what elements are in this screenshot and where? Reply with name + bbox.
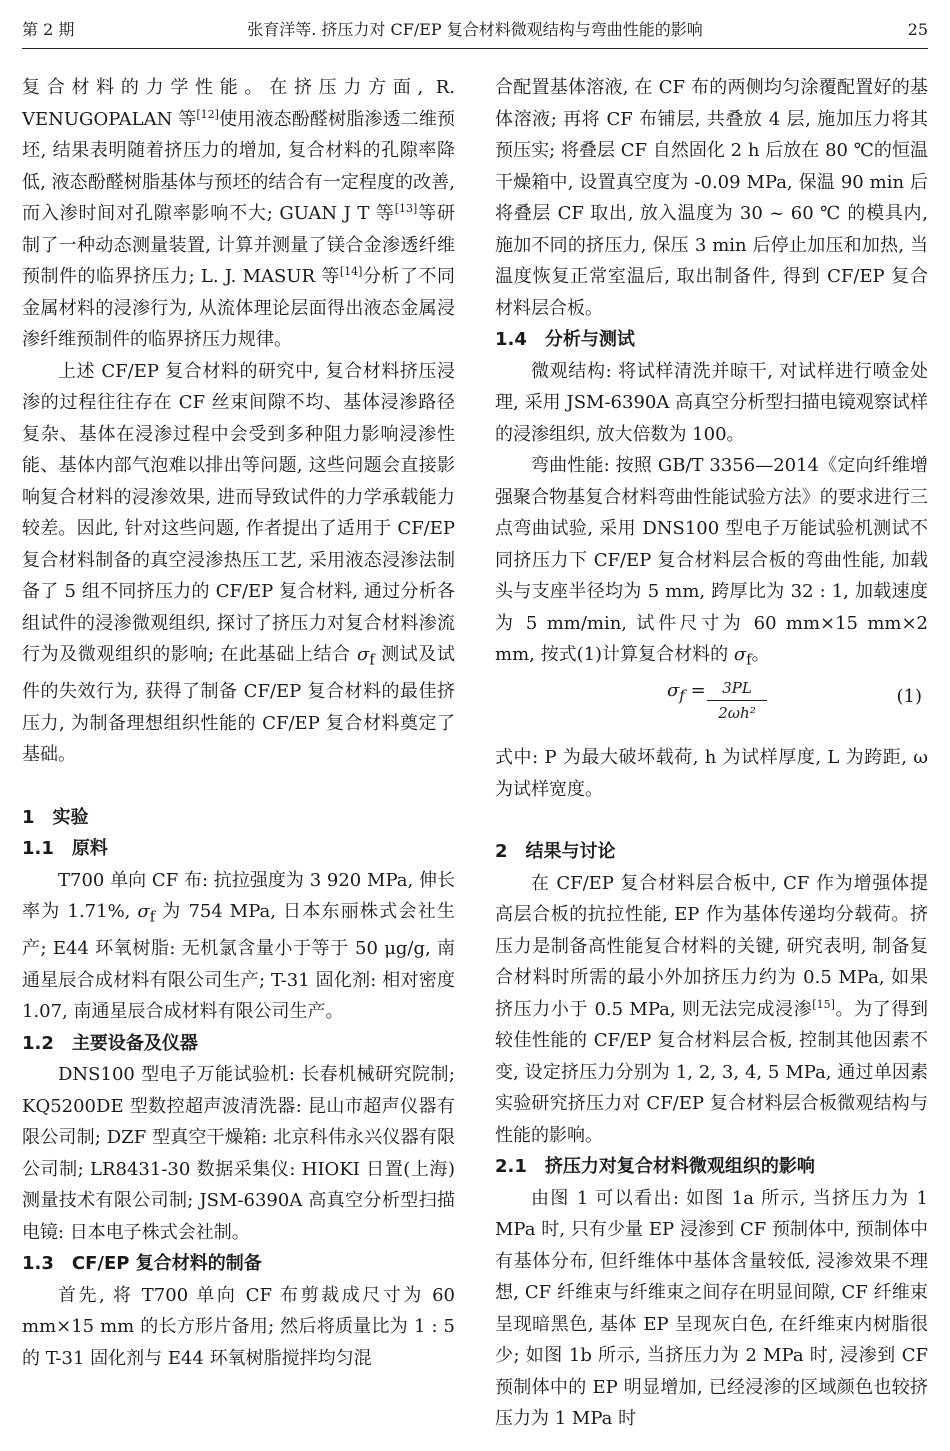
section-heading-experiment: 1 实验 <box>22 806 89 828</box>
paragraph-figure-1-discussion: 由图 1 可以看出: 如图 1a 所示, 当挤压力为 1 MPa 时, 只有少量 EP 浸渗到 CF 预制体中, 预制体中有基体分布, 但纤维体中基体含量较低, 浸渗效果不理想, CF 纤维束与纤维束之间存在明显间隙, CF 纤维束呈现暗黑色, 基体 EP 呈现灰白色, 在纤维束内树脂很少; 如图 1b 所示, 当挤压力为 2 MPa 时, 浸渗到 CF 预制体中的 EP 明显增加, 已经浸渗的区域颜色也较挤压力为 1 MPa 时 <box>495 1187 928 1430</box>
equation-number: (1) <box>896 686 922 708</box>
equation-denominator: 2ωh² <box>718 704 756 723</box>
paragraph-results-intro: 在 CF/EP 复合材料层合板中, CF 作为增强体提高层合板的抗拉性能, EP 作为基体传递均分载荷。挤压力是制备高性能复合材料的关键, 研究表明, 制备复合材料时所需的最小外加挤压力约为 0.5 MPa, 如果挤压力小于 0.5 MPa, 则无法完成浸渗[15]。为了得到较佳性能的 CF/EP 复合材料层合板, 控制其他因素不变, 设定挤压力分别为 1, 2, 3, 4, 5 MPa, 通过单因素实验研究挤压力对 CF/EP 复合材料层合板微观结构与性能的影响。 <box>495 872 928 1146</box>
equation-1: $\sigma_f$ = $\frac{3PL}{\text{2ωh²}}$ (1) <box>495 676 928 742</box>
page-number: 25 <box>907 20 928 39</box>
paragraph-preparation-continued: 合配置基体溶液, 在 CF 布的两侧均匀涂覆配置好的基体溶液; 再将 CF 布铺层, 共叠放 4 层, 施加压力将其预压实; 将叠层 CF 自然固化 2 h 后放在 80 ℃的恒温干燥箱中, 设置真空度为 -0.09 MPa, 保温 90 min 后将叠层 CF 取出, 放入温度为 30 ~ 60 ℃ 的模具内, 施加不同的挤压力, 保压 3 min 后停止加压和加热, 当温度恢复正常室温后, 取出制备件, 得到 CF/EP 复合材料层合板。 <box>495 77 928 319</box>
citation-13[interactable]: [13] <box>394 202 418 215</box>
paragraph-symbol-definitions: 式中: P 为最大破坏载荷, h 为试样厚度, L 为跨距, ω 为试样宽度。 <box>495 747 928 800</box>
running-header <box>22 12 928 49</box>
citation-12[interactable]: [12] <box>196 107 219 121</box>
paragraph-preparation: 首先, 将 T700 单向 CF 布剪裁成尺寸为 60 mm×15 mm 的长方形片备用; 然后将质量比为 1 : 5 的 T-31 固化剂与 E44 环氧树脂搅拌均匀混 <box>22 1284 455 1369</box>
citation-14[interactable]: [14] <box>339 265 363 278</box>
paragraph-materials: T700 单向 CF 布: 抗拉强度为 3 920 MPa, 伸长率为 1.71%, $\sigma_f$ 为 754 MPa, 日本东丽株式会社生产; E44 环氧树脂: 无机氯含量小于等于 50 μg/g, 南通星辰合成材料有限公司生产; T-31 固化剂: 相对密度 1.07, 南通星辰合成材料有限公司生产。 <box>22 869 455 1023</box>
citation-15[interactable]: [15] <box>812 997 835 1011</box>
right-column <box>495 72 928 1435</box>
equation-numerator: 3PL <box>707 676 767 701</box>
paragraph-problem-statement: 上述 CF/EP 复合材料的研究中, 复合材料挤压浸渗的过程往往存在 CF 丝束间隙不均、基体浸渗路径复杂、基体在浸渗过程中会受到多种阻力影响浸渗性能、基体内部气泡难以排出等问题, 这些问题会直接影响复合材料的浸渗效果, 进而导致试件的力学承载能力较差。因此, 针对这些问题, 作者提出了适用于 CF/EP 复合材料制备的真空浸渗热压工艺, 采用液态浸渗法制备了 5 组不同挤压力的 CF/EP 复合材料, 通过分析各组试件的浸渗微观组织, 探讨了挤压力对复合材料渗流行为及微观组织的影响; 在此基础上结合 $\sigma_f$ 测试及试件的失效行为, 获得了制备 CF/EP 复合材料的最佳挤压力, 为制备理想组织性能的 CF/EP 复合材料奠定了基础。 <box>22 360 455 766</box>
paragraph-literature: 复合材料的力学性能。在挤压力方面, R. VENUGOPALAN 等[12]使用液态酚醛树脂渗透二维预坯, 结果表明随着挤压力的增加, 复合材料的孔隙率降低, 液态酚醛树脂基体与预坯的结合有一定程度的改善, 而入渗时间对孔隙率影响不大; GUAN J T 等[13]等研制了一种动态测量装置, 计算并测量了镁合金渗透纤维预制件的临界挤压力; L. J. MASUR 等[14]分析了不同金属材料的浸渗行为, 从流体理论层面得出液态金属浸渗纤维预制件的临界挤压力规律。 <box>22 77 456 350</box>
paragraph-bending-method: 弯曲性能: 按照 GB/T 3356—2014《定向纤维增强聚合物基复合材料弯曲性能试验方法》的要求进行三点弯曲试验, 采用 DNS100 型电子万能试验机测试不同挤压力下 CF/EP 复合材料层合板的弯曲性能, 加载头与支座半径均为 5 mm, 跨厚比为 32 : 1, 加载速度为 5 mm/min, 试件尺寸为 60 mm×15 mm×2 mm, 按式(1)计算复合材料的 $\sigma_f$。 <box>495 455 928 669</box>
left-column <box>22 72 455 1374</box>
paragraph-microstructure-method: 微观结构: 将试样清洗并晾干, 对试样进行喷金处理, 采用 JSM-6390A 高真空分析型扫描电镜观察试样的浸渗组织, 放大倍数为 100。 <box>495 360 928 445</box>
section-heading-results: 2 结果与讨论 <box>495 841 616 863</box>
issue-label: 第 2 期 <box>22 20 75 39</box>
running-title: 张育洋等. 挤压力对 CF/EP 复合材料微观结构与弯曲性能的影响 <box>247 20 703 39</box>
subsection-heading-preparation: 1.3 CF/EP 复合材料的制备 <box>22 1253 262 1275</box>
subsection-heading-microstructure-effect: 2.1 挤压力对复合材料微观组织的影响 <box>495 1156 815 1178</box>
paragraph-equipment: DNS100 型电子万能试验机: 长春机械研究院制; KQ5200DE 型数控超声波清洗器: 昆山市超声仪器有限公司制; DZF 型真空干燥箱: 北京科伟永兴仪器有限公司制; LR8431-30 数据采集仪: HIOKI 日置(上海)测量技术有限公司制; JSM-6390A 高真空分析型扫描电镜: 日本电子株式会社制。 <box>22 1064 455 1243</box>
subsection-heading-analysis: 1.4 分析与测试 <box>495 329 635 350</box>
subsection-heading-equipment: 1.2 主要设备及仪器 <box>22 1032 198 1054</box>
subsection-heading-materials: 1.1 原料 <box>22 838 108 860</box>
